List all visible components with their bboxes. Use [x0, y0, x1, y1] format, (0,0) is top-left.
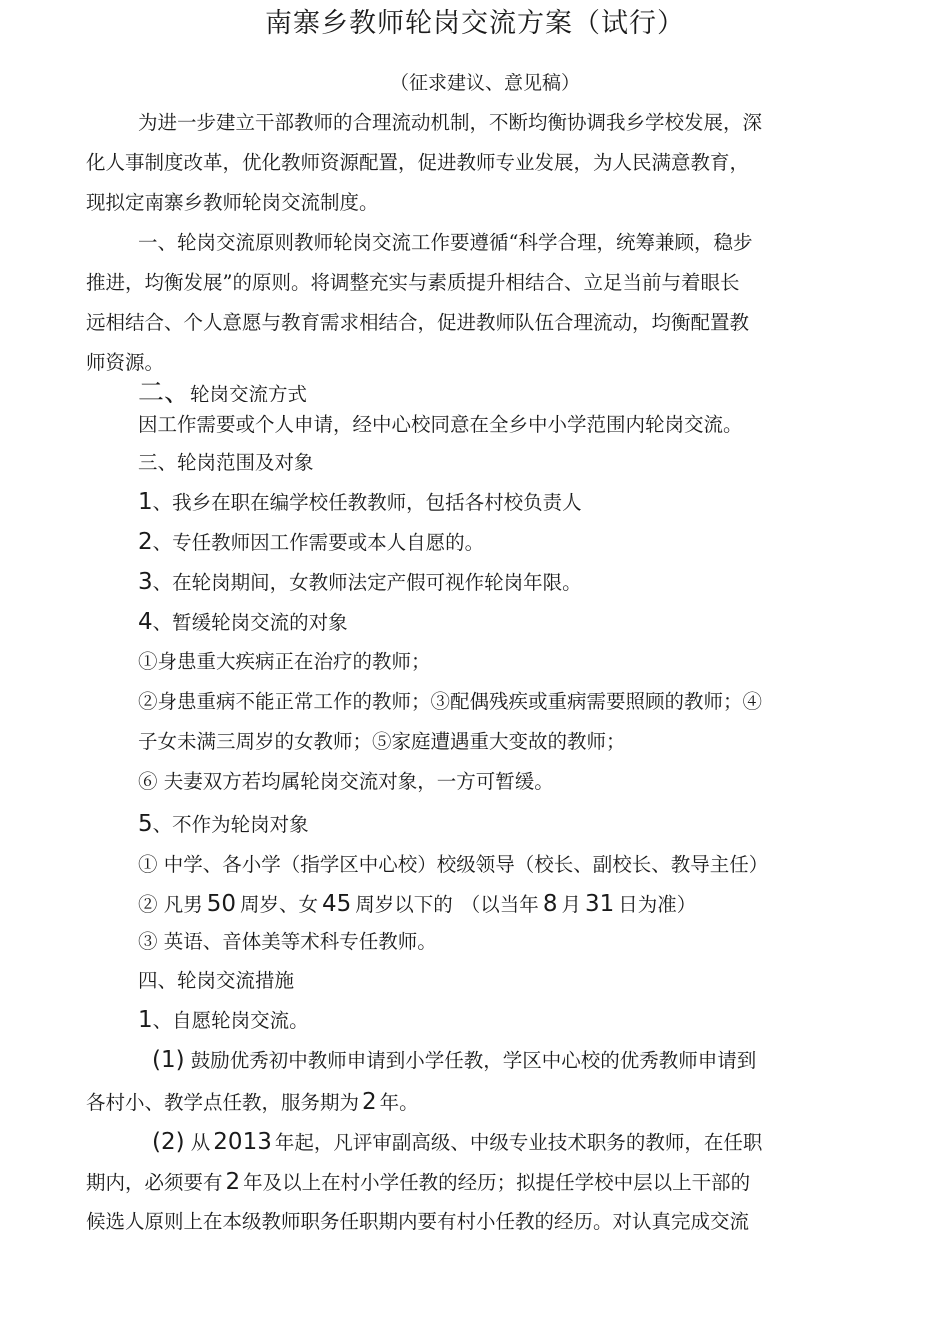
list-item: 1、我乡在职在编学校任教教师，包括各村校负责人 [138, 489, 582, 515]
sub-item: ③ 英语、音体美等术科专任教师。 [138, 930, 437, 953]
paragraph-line: 期内，必须要有 2 年及以上在村小学任教的经历；拟提任学校中层以上干部的 [86, 1169, 751, 1195]
sub-item: ① 中学、各小学（指学区中心校）校级领导（校长、副校长、教导主任） [138, 853, 769, 876]
section-number: 二、 [138, 378, 191, 408]
section-heading-principle: 一、轮岗交流原则教师轮岗交流工作要遵循“科学合理，统筹兼顾，稳步 [138, 231, 753, 254]
section-heading-method [138, 378, 866, 410]
paragraph-line: 各村小、教学点任教，服务期为 2 年。 [86, 1089, 419, 1115]
sub-item: 子女未满三周岁的女教师；⑤家庭遭遇重大变故的教师； [138, 730, 626, 753]
sub-item: ②身患重病不能正常工作的教师；③配偶残疾或重病需要照顾的教师；④ [138, 690, 763, 713]
list-item: 4、暂缓轮岗交流的对象 [138, 609, 348, 635]
paragraph-line: 化人事制度改革，优化教师资源配置，促进教师专业发展，为人民满意教育， [86, 151, 750, 174]
list-item: 1、自愿轮岗交流。 [138, 1007, 309, 1033]
sub-item: ①身患重大疾病正在治疗的教师； [138, 650, 431, 673]
list-item: 2、专任教师因工作需要或本人自愿的。 [138, 529, 485, 555]
section-title: 轮岗交流方式 [190, 383, 308, 402]
paragraph-line: (1) 鼓励优秀初中教师申请到小学任教，学区中心校的优秀教师申请到 [152, 1047, 757, 1073]
document-title: 南寨乡教师轮岗交流方案（试行） [265, 8, 685, 39]
list-item: 3、在轮岗期间，女教师法定产假可视作轮岗年限。 [138, 569, 582, 595]
paragraph-line: 推进，均衡发展”的原则。将调整充实与素质提升相结合、立足当前与着眼长 [86, 271, 740, 294]
sub-item: ② 凡男 50 周岁、女 45 周岁以下的 （以当年 8 月 31 日为准） [138, 891, 697, 917]
document-subtitle: （征求建议、意见稿） [389, 72, 580, 94]
paragraph-line: 现拟定南寨乡教师轮岗交流制度。 [86, 191, 379, 214]
paragraph-line: 远相结合、个人意愿与教育需求相结合，促进教师队伍合理流动，均衡配置教 [86, 311, 750, 334]
paragraph-line: 师资源。 [86, 351, 165, 374]
paragraph-line: 因工作需要或个人申请，经中心校同意在全乡中小学范围内轮岗交流。 [138, 413, 743, 436]
list-item: 5、不作为轮岗对象 [138, 811, 309, 837]
paragraph-line: 候选人原则上在本级教师职务任职期内要有村小任教的经历。对认真完成交流 [86, 1210, 750, 1233]
section-heading-measures: 四、轮岗交流措施 [138, 969, 295, 992]
paragraph-line: 为进一步建立干部教师的合理流动机制，不断均衡协调我乡学校发展，深 [138, 111, 763, 134]
sub-item: ⑥ 夫妻双方若均属轮岗交流对象，一方可暂缓。 [138, 770, 554, 793]
section-heading-scope: 三、轮岗范围及对象 [138, 451, 314, 474]
paragraph-line: (2) 从 2013 年起，凡评审副高级、中级专业技术职务的教师，在任职 [152, 1129, 763, 1155]
